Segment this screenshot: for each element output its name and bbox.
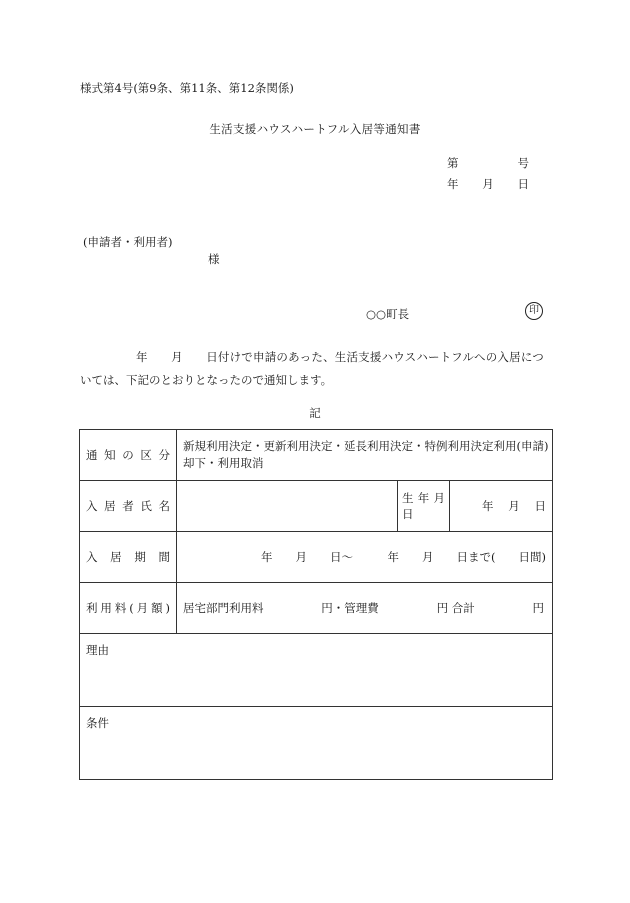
body-line-2: いては、下記のとおりとなったので通知します。 [80, 373, 333, 387]
fee-residential: 居宅部門利用料 [183, 601, 264, 615]
mayor-name: ○○町長 [366, 307, 410, 321]
resident-name-field[interactable] [177, 481, 398, 532]
notice-body [80, 346, 552, 392]
date-year: 年 [447, 177, 459, 191]
period-value[interactable]: 年 月 日〜 年 月 日まで( 日間) [177, 532, 553, 583]
resident-name-label: 入居者氏名 [80, 481, 177, 532]
number-dai: 第 [447, 156, 459, 170]
notice-type-label: 通知の区分 [80, 430, 177, 481]
body-line-1: 年 月 日付けで申請のあった、生活支援ハウスハートフルへの入居につ [136, 350, 545, 364]
conditions-field[interactable] [80, 707, 553, 780]
document-number [447, 155, 529, 171]
notice-type-value: 新規利用決定・更新利用決定・延長利用決定・特例利用決定利用(申請)却下・利用取消 [177, 430, 553, 481]
form-number: 様式第4号(第9条、第11条、第12条関係) [80, 81, 294, 95]
birth-year: 年 [482, 499, 494, 513]
row-resident [80, 481, 553, 532]
birthdate-label: 生年月日 [398, 481, 450, 532]
period-label: 入居期間 [80, 532, 177, 583]
number-go: 号 [517, 156, 529, 170]
seal-icon: 印 [525, 302, 543, 320]
birth-day: 日 [534, 499, 546, 513]
ki-heading: 記 [309, 406, 321, 420]
row-period [80, 532, 553, 583]
row-reason [80, 634, 553, 707]
applicant-label: (申請者・利用者) [83, 235, 173, 249]
fee-management: 円・管理費 [321, 601, 379, 615]
reason-label: 理由 [86, 643, 109, 657]
fee-yen: 円 [532, 601, 544, 615]
fee-total: 円 合計 [436, 601, 475, 615]
document-date [447, 176, 529, 192]
row-fee [80, 583, 553, 634]
row-notice-type [80, 430, 553, 481]
birthdate-field[interactable] [450, 481, 553, 532]
conditions-label: 条件 [86, 716, 109, 730]
fee-value[interactable] [177, 583, 553, 634]
notice-table [79, 429, 553, 780]
date-day: 日 [517, 177, 529, 191]
fee-label: 利用料(月額) [80, 583, 177, 634]
date-month: 月 [482, 177, 494, 191]
birth-month: 月 [508, 499, 520, 513]
row-conditions [80, 707, 553, 780]
honorific: 様 [208, 252, 220, 266]
reason-field[interactable] [80, 634, 553, 707]
document-title: 生活支援ハウスハートフル入居等通知書 [209, 122, 421, 136]
